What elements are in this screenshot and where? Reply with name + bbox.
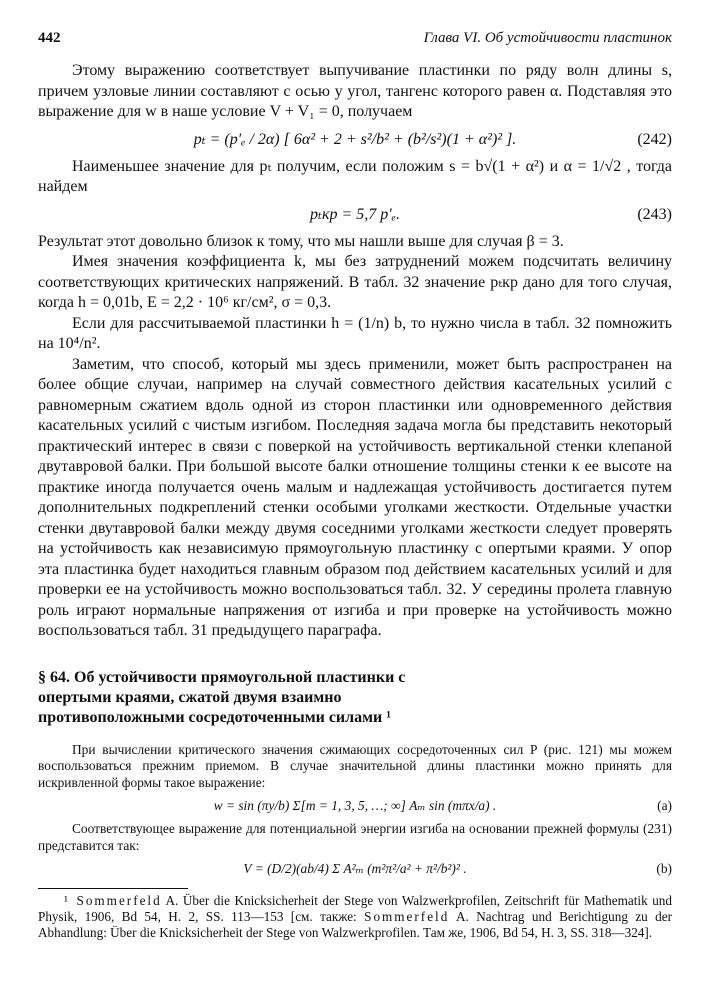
paragraph: Наименьшее значение для pₜ получим, если положим s = b√(1 + α²) и α = 1/√2 , тогда найдем: [38, 157, 672, 195]
paragraph: Заметим, что способ, который мы здесь применили, может быть распространен на более общие случаи, например на случай совместного действия касательных усилий с равномерным сжатием вдоль одной из сторон пластинки или одновременного действия касательных усилий с чистым изгибом. Последняя задача могла бы представить некоторый практический интерес в связи с поверкой на устойчивость вертикальной стенки клепаной двутавровой балки. При большой высоте балки отношение толщины стенки к ее высоте на практике иногда получается очень малым и надлежащая устойчивость достигается путем дополнительных подкреплений стенки особыми уголками жесткости. Отдельные участки стенки двутавровой балки между двумя соседними уголками жесткости следует проверять на устойчивость как независимую прямоугольную пластинку с опертыми краями. У опор эта пластинка будет находиться главным образом под действием касательных усилий и для проверки ее на устойчивость можно воспользоваться табл. 32. У середины пролета главную роль играют нормальные напряжения от изгиба и при проверке на устойчивость можно воспользоваться табл. 31 предыдущего параграфа.: [38, 355, 672, 639]
equation-number: (242): [637, 130, 672, 148]
equation-number: (a): [657, 798, 672, 813]
paragraph: Результат этот довольно близок к тому, что мы нашли выше для случая β = 3.: [38, 232, 564, 250]
equation-b: [38, 858, 672, 880]
equation-body: w = sin (πy/b) Σ[m = 1, 3, 5, …; ∞] Aₘ sin (mπx/a) .: [213, 798, 497, 813]
paragraph: Если для рассчитываемой пластинки h = (1/n) b, то нужно числа в табл. 32 помножить на 10⁴/n².: [38, 314, 672, 352]
paragraph: Имея значения коэффициента k, мы без затруднений можем подсчитать величину соответствующих критических напряжений. В табл. 32 значение pₜкр дано для того случая, когда h = 0,01b, E = 2,2 · 10⁶ кг/см², σ = 0,3.: [38, 253, 672, 311]
footnote-author: Sommerfeld: [364, 909, 450, 924]
section-title: § 64. Об устойчивости прямоугольной пластинки с опертыми краями, сжатой двумя взаимно противоположными сосредоточенными силами ¹: [38, 668, 406, 726]
footnote-author: ¹ Sommerfeld: [64, 893, 162, 908]
page-header: [38, 30, 672, 47]
equation-number: (b): [656, 861, 672, 876]
footnote-text: A. Nachtrag und Berichtigung zu der Abhandlung: Über die Knicksicherheit der Stege von Walzwerkprofilen. Там же, 1906, Bd 54, H. 3, SS. 318—324].: [38, 909, 672, 940]
running-title: Глава VI. Об устойчивости пластинок: [423, 30, 672, 46]
page: [38, 30, 672, 941]
equation-body: V = (D/2)(ab/4) Σ A²ₘ (m²π²/a² + π²/b²)² .: [243, 861, 467, 876]
footnote: [38, 893, 672, 941]
small-print-block: [38, 742, 672, 881]
equation-body: pₜкр = 5,7 p′ₑ.: [310, 205, 400, 223]
equation-body: pₜ = (p′ₑ / 2α) [ 6α² + 2 + s²/b² + (b²/s²)(1 + α²)² ].: [193, 130, 517, 148]
footnote-divider: [38, 888, 188, 889]
equation-243: [38, 204, 672, 226]
paragraph: Этому выражению соответствует выпучивание пластинки по ряду волн длины s, причем узловые линии составляют с осью y угол, тангенс которого равен α. Подставляя это выражение для w в наше условие V + V₁ = 0, получаем: [38, 62, 672, 120]
page-number: 442: [38, 30, 61, 46]
equation-242: [38, 129, 672, 151]
equation-a: [38, 795, 672, 817]
paragraph: При вычислении критического значения сжимающих сосредоточенных сил P (рис. 121) мы можем воспользоваться прежним приемом. В случае значительной длины пластинки можно принять для искривленной формы такое выражение:: [38, 741, 672, 790]
equation-number: (243): [637, 205, 672, 223]
footnote-text: A. Über die Knicksicherheit der Stege von Walzwerkprofilen, Zeitschrift für Mathematik und Physik, 1906, Bd 54, H. 2, SS. 113—153 [см. также:: [38, 893, 672, 924]
paragraph: Соответствующее выражение для потенциальной энергии изгиба на основании прежней формулы (231) представится так:: [38, 821, 672, 853]
